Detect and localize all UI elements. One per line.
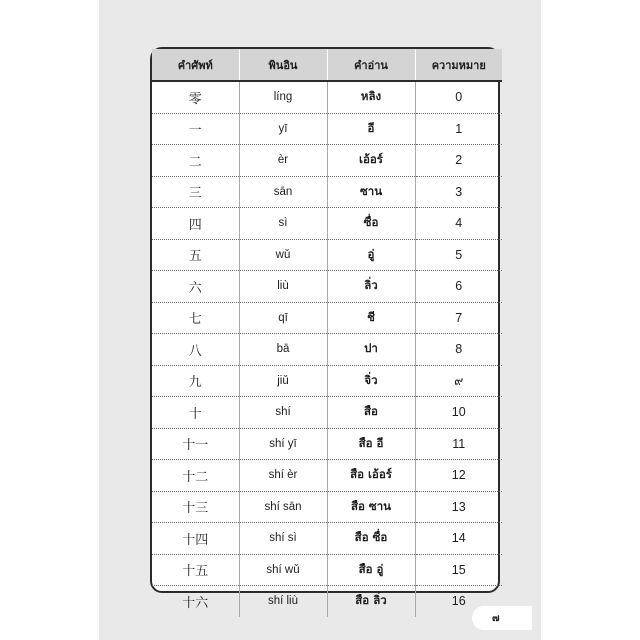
cell-reading: ซื่อ <box>327 208 415 240</box>
cell-reading: สือ อี <box>327 428 415 460</box>
cell-pinyin: shí liù <box>239 586 327 617</box>
cell-pinyin: jiǔ <box>239 365 327 397</box>
cell-reading: สือ ซาน <box>327 491 415 523</box>
table-row <box>152 302 502 334</box>
cell-meaning: 16 <box>451 594 466 609</box>
table-row <box>152 239 502 271</box>
cell-meaning: 3 <box>415 176 502 208</box>
page-number: ๗ <box>492 613 500 624</box>
cell-reading: ลิ่ว <box>327 271 415 303</box>
cell-reading: สือ ซื่อ <box>327 523 415 555</box>
cell-word: 零 <box>152 81 239 113</box>
cell-pinyin: shí sì <box>239 523 327 555</box>
header-meaning: ความหมาย <box>415 49 502 81</box>
table-row <box>152 491 502 523</box>
cell-pinyin: shí èr <box>239 460 327 492</box>
cell-pinyin: shí sān <box>239 491 327 523</box>
cell-pinyin: shí yī <box>239 428 327 460</box>
cell-word: 九 <box>152 365 239 397</box>
table-row <box>152 365 502 397</box>
cell-reading: ปา <box>327 334 415 366</box>
cell-meaning: 14 <box>415 523 502 555</box>
cell-meaning: 11 <box>415 428 502 460</box>
table-row <box>152 145 502 177</box>
cell-reading: จิ่ว <box>327 365 415 397</box>
cell-meaning: 6 <box>415 271 502 303</box>
vocabulary-table <box>152 49 502 617</box>
cell-word: 十二 <box>152 460 239 492</box>
cell-word: 一 <box>152 113 239 145</box>
cell-pinyin: sì <box>239 208 327 240</box>
cell-reading: สือ <box>327 397 415 429</box>
cell-meaning: 13 <box>415 491 502 523</box>
cell-meaning: 1 <box>415 113 502 145</box>
table-row <box>152 523 502 555</box>
cell-meaning: 0 <box>415 81 502 113</box>
cell-meaning: 15 <box>415 554 502 586</box>
cell-pinyin: sān <box>239 176 327 208</box>
table-row <box>152 334 502 366</box>
cell-pinyin: shí <box>239 397 327 429</box>
cell-reading: สือ ลิ่ว <box>327 586 415 617</box>
cell-word: 十五 <box>152 554 239 586</box>
cell-pinyin: yī <box>239 113 327 145</box>
table-header-row <box>152 49 502 81</box>
cell-pinyin: shí wǔ <box>239 554 327 586</box>
table-row <box>152 81 502 113</box>
cell-word: 二 <box>152 145 239 177</box>
cell-word: 六 <box>152 271 239 303</box>
table-row <box>152 208 502 240</box>
table-row <box>152 428 502 460</box>
table-row <box>152 271 502 303</box>
cell-word: 十六 <box>152 586 239 617</box>
cell-pinyin: bā <box>239 334 327 366</box>
table-row <box>152 113 502 145</box>
cell-reading: สือ เอ้อร์ <box>327 460 415 492</box>
cell-reading: สือ อู่ <box>327 554 415 586</box>
page-number-tab <box>472 606 532 630</box>
cell-reading: ซาน <box>327 176 415 208</box>
cell-word: 八 <box>152 334 239 366</box>
cell-word: 四 <box>152 208 239 240</box>
cell-word: 七 <box>152 302 239 334</box>
cell-reading: อี <box>327 113 415 145</box>
cell-reading: อู่ <box>327 239 415 271</box>
cell-meaning: 4 <box>415 208 502 240</box>
cell-meaning: 10 <box>415 397 502 429</box>
cell-word: 十一 <box>152 428 239 460</box>
cell-pinyin: líng <box>239 81 327 113</box>
table-body <box>152 81 502 617</box>
cell-reading: เอ้อร์ <box>327 145 415 177</box>
cell-pinyin: wǔ <box>239 239 327 271</box>
cell-word: 十四 <box>152 523 239 555</box>
cell-word: 十 <box>152 397 239 429</box>
header-word: คำศัพท์ <box>152 49 239 81</box>
header-pinyin: พินอิน <box>239 49 327 81</box>
cell-pinyin: qī <box>239 302 327 334</box>
cell-word: 三 <box>152 176 239 208</box>
cell-meaning: 7 <box>415 302 502 334</box>
book-page <box>99 0 541 640</box>
table-row <box>152 397 502 429</box>
cell-meaning: 12 <box>415 460 502 492</box>
cell-meaning: 5 <box>415 239 502 271</box>
numbers-vocabulary-table <box>150 47 500 611</box>
table-row <box>152 586 502 617</box>
cell-pinyin: èr <box>239 145 327 177</box>
cell-meaning: ๙ <box>415 365 502 397</box>
cell-meaning: 2 <box>415 145 502 177</box>
cell-meaning: 8 <box>415 334 502 366</box>
table-row <box>152 460 502 492</box>
cell-pinyin: liù <box>239 271 327 303</box>
cell-word: 五 <box>152 239 239 271</box>
cell-reading: หลิง <box>327 81 415 113</box>
table-row <box>152 176 502 208</box>
header-reading: คำอ่าน <box>327 49 415 81</box>
table-row <box>152 554 502 586</box>
cell-reading: ชี <box>327 302 415 334</box>
cell-word: 十三 <box>152 491 239 523</box>
